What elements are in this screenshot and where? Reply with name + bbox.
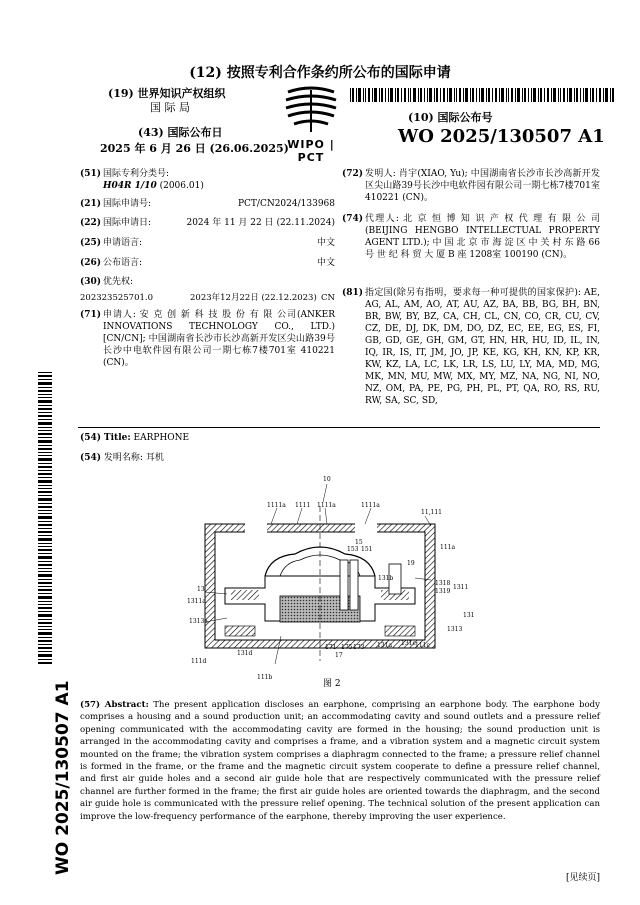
- inventor-block: [342, 168, 600, 204]
- fig-label: 1318: [435, 580, 451, 587]
- fig-label: 153: [347, 546, 359, 553]
- document-title: (12) 按照专利合作条约所公布的国际申请: [189, 65, 451, 81]
- filing-value: 2024 年 11 月 22 日 (22.11.2024): [186, 218, 335, 228]
- priority-entry: [80, 292, 335, 304]
- title-en-value: EARPHONE: [133, 433, 190, 443]
- continued-note: [见续页]: [565, 873, 600, 883]
- title-cn-row: [80, 452, 164, 464]
- appno-label: 国际申请号:: [103, 199, 152, 209]
- fig-label: 1111a: [317, 502, 336, 509]
- fig-label: 131: [463, 612, 475, 619]
- fig-label: 1111a: [361, 502, 380, 509]
- title-en-row: [80, 432, 189, 444]
- fig-label: 1311: [453, 584, 469, 591]
- wipo-logo-text: WIPO | PCT: [287, 138, 335, 164]
- fig-label: 17: [335, 652, 343, 659]
- fig-label: 1111: [295, 502, 311, 509]
- title-en-label: Title:: [103, 433, 131, 443]
- priority-country: CN: [321, 293, 335, 303]
- filing-code: (22): [80, 218, 102, 228]
- fig-label: 1319: [435, 588, 451, 595]
- agent-text: 代理人: 北 京 恒 博 知 识 产 权 代 理 有 限 公 司 (BEIJING HENGBO INTELLECTUAL PROPERTY AGENT LTD.); 中 国 北 京 市 海 淀 区 中 关 村 东 路 66 号 世 纪 科 贸 大 厦 B 座 1208室 100190 (CN)。: [365, 214, 600, 260]
- agent-block: [342, 213, 600, 261]
- title-cn-code: (54): [80, 453, 102, 463]
- fig-label: 131a: [377, 642, 393, 649]
- vertical-pub-number-text: WO 2025/130507 A1: [53, 680, 73, 875]
- pub-number-label: (10) 国际公布号: [408, 111, 493, 124]
- title-cn-label: 发明名称:: [103, 453, 143, 463]
- filing-lang-label: 申请语言:: [103, 238, 143, 248]
- pub-lang-code: (26): [80, 258, 102, 268]
- applicant-text: 申请人: 安 克 创 新 科 技 股 份 有 限 公司(ANKER INNOVATIONS TECHNOLOGY CO., LTD.) [CN/CN]; 中国湖南省长沙市长沙高新开发区尖山路39号长沙中电软件园有限公司一期七栋7楼701室 410221 (CN)。: [103, 310, 335, 368]
- abstract-label: (57) Abstract:: [80, 700, 149, 710]
- fig-label: 1311a: [187, 598, 206, 605]
- fig-label: 1313: [447, 626, 463, 633]
- fig-label: 131b: [378, 575, 394, 582]
- fig-label: 11,111: [421, 509, 442, 516]
- fig-label: 111b: [257, 674, 273, 681]
- designated-states-block: [342, 287, 600, 407]
- org-name: (19) 世界知识产权组织: [108, 87, 226, 100]
- filing-label: 国际申请日:: [103, 218, 152, 228]
- priority-date: 2023年12月22日 (22.12.2023): [190, 293, 317, 303]
- inventor-text: 发明人: 肖宇(XIAO, Yu); 中国湖南省长沙市长沙高新开发区尖山路39号长沙中电软件园有限公司一期七栋7楼701室 410221 (CN)。: [365, 169, 600, 203]
- wipo-logo: [276, 86, 346, 164]
- applicant-block: [80, 309, 335, 369]
- figure-caption: 图 2: [323, 679, 341, 689]
- fig-label: 175: [341, 644, 353, 651]
- ipc-block: [80, 168, 335, 192]
- fig-label: 1111a: [267, 502, 286, 509]
- filing-date-row: [80, 217, 335, 229]
- side-barcode: [38, 372, 52, 664]
- pub-lang-value: 中文: [316, 258, 335, 268]
- fig-label: 10: [323, 476, 331, 483]
- pub-language-row: [80, 257, 335, 269]
- pub-lang-label: 公布语言:: [103, 258, 143, 268]
- section-divider: [78, 427, 600, 428]
- ipc-year: (2006.01): [159, 181, 204, 191]
- states-text: 指定国(除另有指明，要求每一种可提供的国家保护): AE, AG, AL, AM, AO, AT, AU, AZ, BA, BB, BG, BH, BN, BR, BW, BY, BZ, CA, CH, CL, CN, CO, CR, CU, CV, CZ, DE, DJ, DK, DM, DO, DZ, EC, EE, EG, ES, FI, GB, GD, GE, GH, GM, GT, HN, HR, HU, ID, IL, IN, IQ, IR, IS, IT, JM, JO, JP, KE, KG, KH, KN, KP, KR, KW, KZ, LA, LC, LK, LR, LS, LU, LY, MA, MD, MG, MK, MN, MU, MW, MX, MY, MZ, NA, NG, NI, NO, NZ, OM, PA, PE, PG, PH, PL, PT, QA, RO, RS, RU, RW, SA, SC, SD,: [365, 288, 600, 406]
- barcode: [350, 88, 615, 102]
- inventor-code: (72): [342, 169, 364, 179]
- filing-language-row: [80, 237, 335, 249]
- fig-label: 131c: [401, 640, 416, 647]
- states-code: (81): [342, 288, 364, 298]
- fig-label: 19: [407, 560, 415, 567]
- fig-label: 173: [353, 644, 365, 651]
- fig-label: 111a: [440, 544, 456, 551]
- abstract-text: The present application discloses an earphone, comprising an earphone body. The earphone body comprises a housing and a sound production unit; an accommodating cavity and sound outlets and a pressure relief opening communicated with the accommodating cavity are formed in the housing; the sound production unit is arranged in the accommodating cavity and comprises a frame, and a vibration system and a magnetic circuit system mounted on the frame; the vibration system comprises a diaphragm connected to the frame; a pressure relief channel is formed in the frame, or the frame and the magnetic circuit system cooperate to define a pressure relief channel, and first air guide holes and a second air guide hole that are respectively communicated with the pressure relief channel are further formed in the frame; the first air guide holes are oriented towards the diaphragm, and the second air guide hole is communicated with the pressure relief opening. The technical solution of the present application can improve the low-frequency performance of the earphone, thereby improving the user experience.: [80, 700, 600, 822]
- appno-value: PCT/CN2024/133968: [237, 199, 335, 209]
- filing-lang-code: (25): [80, 238, 102, 248]
- fig-label: 131d: [237, 650, 253, 657]
- pub-date-label: (43) 国际公布日: [138, 126, 223, 139]
- priority-block: [80, 276, 335, 288]
- wipo-emblem-icon: [276, 86, 346, 134]
- org-bureau: 国 际 局: [150, 101, 190, 114]
- priority-code: (30): [80, 277, 102, 287]
- appno-code: (21): [80, 199, 102, 209]
- app-number-row: [80, 198, 335, 210]
- applicant-code: (71): [80, 310, 102, 320]
- title-cn-value: 耳机: [145, 453, 164, 463]
- filing-lang-value: 中文: [316, 238, 335, 248]
- fig-label: 13: [197, 586, 205, 593]
- abstract: [80, 699, 600, 823]
- agent-code: (74): [342, 214, 364, 224]
- ipc-value: H04R 1/10: [103, 181, 157, 191]
- pub-date-value: 2025 年 6 月 26 日 (26.06.2025): [100, 142, 289, 155]
- priority-label: 优先权:: [103, 277, 134, 287]
- fig-label: 171: [325, 644, 337, 651]
- fig-label: 151: [361, 546, 373, 553]
- fig-label: 111d: [191, 658, 207, 665]
- title-en-code: (54): [80, 433, 102, 443]
- figure-labels: [185, 476, 475, 688]
- vertical-pub-number: [53, 680, 75, 875]
- ipc-code: (51): [80, 169, 102, 179]
- fig-label: 15: [355, 539, 363, 546]
- priority-number: 202323525701.0: [80, 293, 154, 303]
- pub-number: WO 2025/130507 A1: [398, 126, 605, 147]
- fig-label: 1313a: [189, 618, 208, 625]
- ipc-label: 国际专利分类号:: [103, 169, 170, 179]
- fig-label: 111c: [415, 642, 430, 649]
